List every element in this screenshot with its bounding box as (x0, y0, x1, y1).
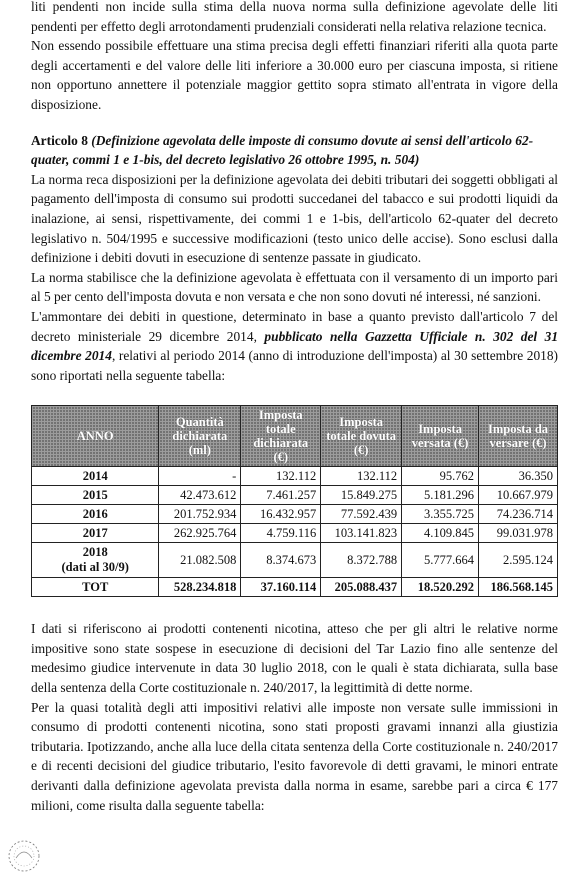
total-cell: 186.568.145 (479, 578, 558, 597)
cell: 8.372.788 (321, 543, 402, 578)
cell: 201.752.934 (159, 505, 241, 524)
cell: 10.667.979 (479, 486, 558, 505)
cell: 2.595.124 (479, 543, 558, 578)
article-paragraph-2: La norma stabilisce che la definizione agevolata è effettuata con il versamento di un importo pari al 5 per cento dell'imposta dovuta e non versata e che non sono dovuti né interessi, né sanzioni. (31, 269, 558, 305)
cell: 7.461.257 (241, 486, 321, 505)
table-row (32, 467, 558, 486)
article-number: Articolo 8 (31, 132, 88, 148)
document-page (31, 0, 558, 815)
cell-year (32, 543, 159, 578)
paragraph-3-start: L'ammontare dei debiti in questione, determinato in base a quanto previsto dall'articolo 7 del decreto ministeriale 29 dicembre 2014, (31, 308, 558, 344)
cell: 4.109.845 (402, 524, 479, 543)
table-row (32, 543, 558, 578)
closing-paragraph-2: Per la quasi totalità degli atti impositivi relativi alle imposte non versate sulle immissioni in consumo di prodotti contenenti nicotina, sono stati proposti gravami innanzi alla giustizia tributaria. Ipotizzando, anche alla luce della citata sentenza della Corte costituzionale n. 240/2017 e di recenti decisioni del giudice tributario, l'esito favorevole di detti gravami, le minori entrate derivanti dalla definizione agevolata prevista dalla norma in esame, sarebbe pari a circa € 177 milioni, come risulta dalla seguente tabella: (31, 699, 558, 813)
table-header-row (32, 406, 558, 467)
cell: 36.350 (479, 467, 558, 486)
cell-year: 2014 (32, 467, 159, 486)
gazzetta-reference: pubblicato nella Gazzetta Ufficiale n. 302 del 31 dicembre 2014 (31, 328, 559, 364)
cell: 132.112 (241, 467, 321, 486)
total-cell: 205.088.437 (321, 578, 402, 597)
cell: 42.473.612 (159, 486, 241, 505)
closing-paragraph-1: I dati si riferiscono ai prodotti contenenti nicotina, atteso che per gli altri le relative norme impositive sono state sospese in esecuzione di decisioni del Tar Lazio fino alle sentenze del medesimo giudice intervenute in data 30 luglio 2018, con le quali è stata dichiarata, sulla base della sentenza della Corte costituzionale n. 240/2017, la legittimità di dette norme. (31, 621, 558, 696)
article-title: (Definizione agevolata delle imposte di consumo dovute ai sensi dell'articolo 62-quater, commi 1 e 1-bis, del decreto legislativo 26 ottobre 1995, n. 504) (31, 132, 534, 168)
cell: 262.925.764 (159, 524, 241, 543)
intro-paragraph-2: Non essendo possibile effettuare una stima precisa degli effetti finanziari riferiti alla quota parte degli accertamenti e del valore delle liti inferiore a 30.000 euro per ciascuna imposta, si ritiene non opportuno annettere il potenziale maggior gettito sopra stimato all'entrata in vigore della disposizione. (31, 38, 558, 112)
table-row (32, 524, 558, 543)
cell-year: 2015 (32, 486, 159, 505)
header-anno: ANNO (32, 406, 159, 467)
intro-paragraph-1: liti pendenti non incide sulla stima della nuova norma sulla definizione agevolate delle liti pendenti per effetto degli arrotondamenti prudenziali considerati nella relativa relazione tecnica. (31, 0, 558, 34)
paragraph-3-end: , relativi al periodo 2014 (anno di introduzione dell'imposta) al 30 settembre 2018) sono riportati nella seguente tabella: (31, 348, 558, 383)
table-row (32, 486, 558, 505)
header-da-versare: Imposta da versare (€) (479, 406, 558, 467)
header-dovuta: Imposta totale dovuta (€) (321, 406, 402, 467)
cell-year: 2016 (32, 505, 159, 524)
header-versata: Imposta versata (€) (402, 406, 479, 467)
cell: 5.181.296 (402, 486, 479, 505)
total-cell: 18.520.292 (402, 578, 479, 597)
cell: 103.141.823 (321, 524, 402, 543)
debt-table-wrapper (31, 405, 558, 597)
cell: 99.031.978 (479, 524, 558, 543)
cell: 16.432.957 (241, 505, 321, 524)
cell: 15.849.275 (321, 486, 402, 505)
cell: 132.112 (321, 467, 402, 486)
year-2018-note: (dati al 30/9) (61, 560, 129, 575)
table-row (32, 505, 558, 524)
cell: - (159, 467, 241, 486)
total-cell: 37.160.114 (241, 578, 321, 597)
cell: 5.777.664 (402, 543, 479, 578)
article-paragraph-1: La norma reca disposizioni per la definizione agevolata dei debiti tributari dei soggetti obbligati al pagamento dell'imposta di consumo sui prodotti succedanei del tabacco e sui prodotti liquidi da inalazione, ai sensi, rispettivamente, dei commi 1 e 1-bis, dell'articolo 62-quater del decreto legislativo n. 504/1995 e successive modificazioni (testo unico delle accise). Sono esclusi dalla definizione i debiti dovuti in esecuzione di sentenze passate in giudicato. (31, 171, 558, 266)
article-paragraph-3 (31, 307, 558, 385)
cell: 8.374.673 (241, 543, 321, 578)
total-label: TOT (32, 578, 159, 597)
cell: 74.236.714 (479, 505, 558, 524)
cell: 4.759.116 (241, 524, 321, 543)
cell: 95.762 (402, 467, 479, 486)
total-cell: 528.234.818 (159, 578, 241, 597)
year-2018: 2018 (82, 545, 108, 560)
table-total-row (32, 578, 558, 597)
stamp-mark (6, 838, 42, 874)
header-quantita: Quantità dichiarata (ml) (159, 406, 241, 467)
cell: 77.592.439 (321, 505, 402, 524)
header-dichiarata: Imposta totale dichiarata (€) (241, 406, 321, 467)
cell-year: 2017 (32, 524, 159, 543)
article-heading (31, 131, 558, 170)
cell: 3.355.725 (402, 505, 479, 524)
cell: 21.082.508 (159, 543, 241, 578)
debt-table (31, 405, 558, 597)
